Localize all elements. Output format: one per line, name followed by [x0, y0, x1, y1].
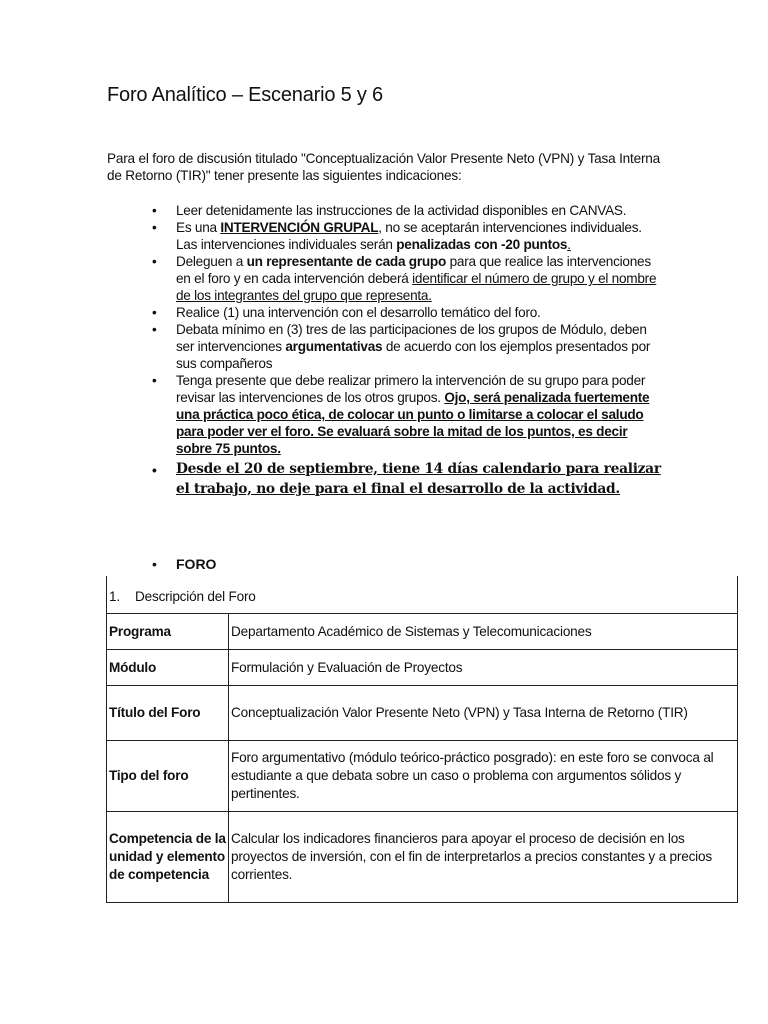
ethics-warning: Ojo, será penalizada fuertemente una práctica poco ética, de colocar un punto o limitarse a colocar el saludo para poder ver el foro. Se evaluará sobre la mitad de los puntos, es decir sobre 75 puntos.: [176, 390, 650, 456]
intro-paragraph: Para el foro de discusión titulado "Conceptualización Valor Presente Neto (VPN) y Tasa Interna de Retorno (TIR)" tener presente las siguientes indicaciones:: [107, 151, 660, 183]
instruction-item: • Es una INTERVENCIÓN GRUPAL, no se aceptarán intervenciones individuales. Las intervenciones individuales serán penalizadas con -20 puntos.: [152, 219, 662, 253]
row-label: Módulo: [107, 650, 229, 686]
deadline-notice: • Desde el 20 de septiembre, tiene 14 días calendario para realizar el trabajo, no deje para el final el desarrollo de la actividad.: [152, 459, 662, 499]
row-label: Título del Foro: [107, 686, 229, 741]
instruction-item: • Tenga presente que debe realizar primero la intervención de su grupo para poder revisar las intervenciones de los otros grupos. Ojo, será penalizada fuertemente una práctica poco ética, de colocar un punto o limitarse a colocar el saludo para poder ver el foro. Se evaluará sobre la mitad de los puntos, es decir sobre 75 puntos.: [152, 372, 662, 457]
foro-heading-list: [152, 556, 216, 572]
group-intervention-emphasis: INTERVENCIÓN GRUPAL: [220, 220, 379, 235]
row-value: Departamento Académico de Sistemas y Telecomunicaciones: [229, 614, 738, 650]
row-label: Programa: [107, 614, 229, 650]
row-label: Tipo del foro: [107, 741, 229, 812]
table-row: [107, 686, 738, 741]
section-title: Descripción del Foro: [135, 589, 256, 604]
table-row: [107, 741, 738, 812]
instructions-list: [152, 202, 662, 499]
penalty-emphasis: penalizadas con -20 puntos: [396, 237, 568, 252]
representative-emphasis: un representante de cada grupo: [246, 254, 447, 269]
row-label: Competencia de la unidad y elemento de competencia: [107, 812, 229, 903]
table-row: [107, 812, 738, 903]
identify-group-note: identificar el número de grupo y el nombre de los integrantes del grupo que representa.: [176, 271, 657, 303]
table-section-row: [107, 576, 738, 614]
foro-heading: • FORO: [152, 556, 216, 572]
row-value: Foro argumentativo (módulo teórico-práctico posgrado): en este foro se convoca al estudiante a que debata sobre un caso o problema con argumentos sólidos y pertinentes.: [229, 741, 738, 812]
instruction-item: • Realice (1) una intervención con el desarrollo temático del foro.: [152, 304, 662, 321]
instruction-item: • Leer detenidamente las instrucciones de la actividad disponibles en CANVAS.: [152, 202, 662, 219]
table-row: [107, 614, 738, 650]
section-number: 1.: [109, 589, 120, 604]
row-value: Conceptualización Valor Presente Neto (VPN) y Tasa Interna de Retorno (TIR): [229, 686, 738, 741]
argumentative-emphasis: argumentativas: [285, 339, 383, 354]
instruction-item: • Deleguen a un representante de cada grupo para que realice las intervenciones en el foro y en cada intervención deberá identificar el número de grupo y el nombre de los integrantes del grupo que representa.: [152, 253, 662, 304]
forum-description-table: [106, 576, 738, 903]
row-value: Formulación y Evaluación de Proyectos: [229, 650, 738, 686]
document-title: Foro Analítico – Escenario 5 y 6: [107, 84, 383, 106]
row-value: Calcular los indicadores financieros para apoyar el proceso de decisión en los proyectos de inversión, con el fin de interpretarlos a precios constantes y a precios corrientes.: [229, 812, 738, 903]
table-row: [107, 650, 738, 686]
instruction-item: • Debata mínimo en (3) tres de las participaciones de los grupos de Módulo, deben ser intervenciones argumentativas de acuerdo con los ejemplos presentados por sus compañeros: [152, 321, 662, 372]
